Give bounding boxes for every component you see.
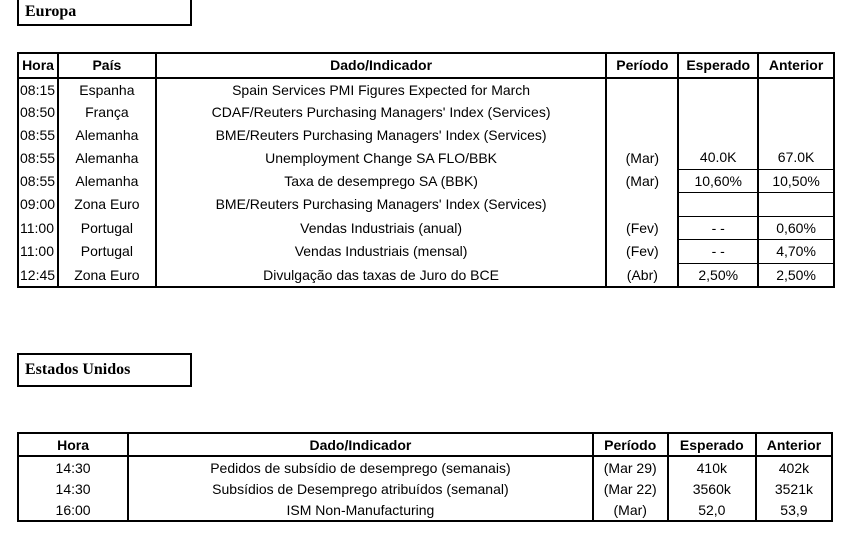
cell-hora: 11:00	[18, 240, 58, 264]
cell-pais: Alemanha	[58, 124, 156, 147]
cell-dado: Taxa de desemprego SA (BBK)	[156, 169, 607, 193]
header-anterior: Anterior	[756, 433, 832, 456]
cell-pais: França	[58, 101, 156, 124]
cell-hora: 08:55	[18, 146, 58, 169]
cell-hora: 08:50	[18, 101, 58, 124]
cell-anterior: 53,9	[756, 499, 832, 521]
header-hora: Hora	[18, 53, 58, 78]
header-esperado: Esperado	[668, 433, 756, 456]
cell-esperado	[678, 193, 758, 217]
cell-anterior: 2,50%	[758, 263, 834, 287]
cell-periodo: (Mar)	[606, 146, 678, 169]
cell-anterior: 402k	[756, 456, 832, 478]
cell-dado: Divulgação das taxas de Juro do BCE	[156, 263, 607, 287]
header-dado: Dado/Indicador	[156, 53, 607, 78]
cell-esperado	[678, 78, 758, 102]
cell-hora: 16:00	[18, 499, 128, 521]
cell-hora: 08:55	[18, 124, 58, 147]
cell-anterior: 0,60%	[758, 216, 834, 240]
cell-dado: ISM Non-Manufacturing	[128, 499, 593, 521]
cell-dado: CDAF/Reuters Purchasing Managers' Index (Services)	[156, 101, 607, 124]
cell-esperado: 10,60%	[678, 169, 758, 193]
header-periodo: Período	[593, 433, 668, 456]
europa-calendar-table	[17, 52, 835, 288]
cell-dado: Unemployment Change SA FLO/BBK	[156, 146, 607, 169]
cell-periodo: (Mar)	[606, 169, 678, 193]
table-row	[18, 456, 832, 478]
cell-hora: 14:30	[18, 456, 128, 478]
estados-unidos-calendar-table	[17, 432, 833, 522]
table-row	[18, 78, 834, 102]
header-esperado: Esperado	[678, 53, 758, 78]
header-pais: País	[58, 53, 156, 78]
cell-dado: Vendas Industriais (mensal)	[156, 240, 607, 264]
cell-anterior	[758, 193, 834, 217]
cell-esperado: - -	[678, 216, 758, 240]
table-row	[18, 478, 832, 499]
cell-esperado	[678, 101, 758, 124]
cell-periodo	[606, 78, 678, 102]
header-hora: Hora	[18, 433, 128, 456]
cell-periodo: (Abr)	[606, 263, 678, 287]
cell-dado: Pedidos de subsídio de desemprego (semanais)	[128, 456, 593, 478]
cell-esperado: 2,50%	[678, 263, 758, 287]
cell-pais: Zona Euro	[58, 193, 156, 217]
cell-periodo: (Fev)	[606, 240, 678, 264]
estados-unidos-section-title	[17, 353, 192, 387]
cell-pais: Zona Euro	[58, 263, 156, 287]
cell-esperado: 410k	[668, 456, 756, 478]
cell-periodo	[606, 101, 678, 124]
cell-dado: BME/Reuters Purchasing Managers' Index (Services)	[156, 124, 607, 147]
cell-anterior: 4,70%	[758, 240, 834, 264]
cell-anterior: 10,50%	[758, 169, 834, 193]
table-row	[18, 146, 834, 169]
cell-periodo: (Mar 22)	[593, 478, 668, 499]
header-anterior: Anterior	[758, 53, 834, 78]
cell-anterior	[758, 78, 834, 102]
cell-hora: 09:00	[18, 193, 58, 217]
cell-periodo	[606, 124, 678, 147]
europa-section-title	[17, 0, 192, 26]
table-row	[18, 169, 834, 193]
table-header-row	[18, 53, 834, 78]
table-row	[18, 193, 834, 217]
cell-hora: 08:55	[18, 169, 58, 193]
cell-esperado: 3560k	[668, 478, 756, 499]
cell-anterior: 67.0K	[758, 146, 834, 169]
cell-dado: Subsídios de Desemprego atribuídos (semanal)	[128, 478, 593, 499]
cell-periodo: (Mar)	[593, 499, 668, 521]
cell-esperado	[678, 124, 758, 147]
cell-hora: 12:45	[18, 263, 58, 287]
cell-dado: Vendas Industriais (anual)	[156, 216, 607, 240]
cell-pais: Portugal	[58, 240, 156, 264]
cell-periodo: (Mar 29)	[593, 456, 668, 478]
header-periodo: Período	[606, 53, 678, 78]
cell-esperado: 52,0	[668, 499, 756, 521]
cell-hora: 14:30	[18, 478, 128, 499]
cell-periodo	[606, 193, 678, 217]
cell-esperado: - -	[678, 240, 758, 264]
europa-title-text: Europa	[25, 3, 77, 20]
cell-pais: Portugal	[58, 216, 156, 240]
table-row	[18, 499, 832, 521]
cell-periodo: (Fev)	[606, 216, 678, 240]
table-header-row	[18, 433, 832, 456]
estados-unidos-title-text: Estados Unidos	[25, 361, 131, 378]
cell-pais: Alemanha	[58, 169, 156, 193]
cell-pais: Alemanha	[58, 146, 156, 169]
cell-hora: 11:00	[18, 216, 58, 240]
table-row	[18, 263, 834, 287]
cell-esperado: 40.0K	[678, 146, 758, 169]
table-row	[18, 124, 834, 147]
table-row	[18, 216, 834, 240]
table-row	[18, 240, 834, 264]
cell-dado: Spain Services PMI Figures Expected for March	[156, 78, 607, 102]
table-row	[18, 101, 834, 124]
cell-dado: BME/Reuters Purchasing Managers' Index (Services)	[156, 193, 607, 217]
cell-anterior: 3521k	[756, 478, 832, 499]
cell-pais: Espanha	[58, 78, 156, 102]
header-dado: Dado/Indicador	[128, 433, 593, 456]
cell-anterior	[758, 101, 834, 124]
cell-hora: 08:15	[18, 78, 58, 102]
cell-anterior	[758, 124, 834, 147]
